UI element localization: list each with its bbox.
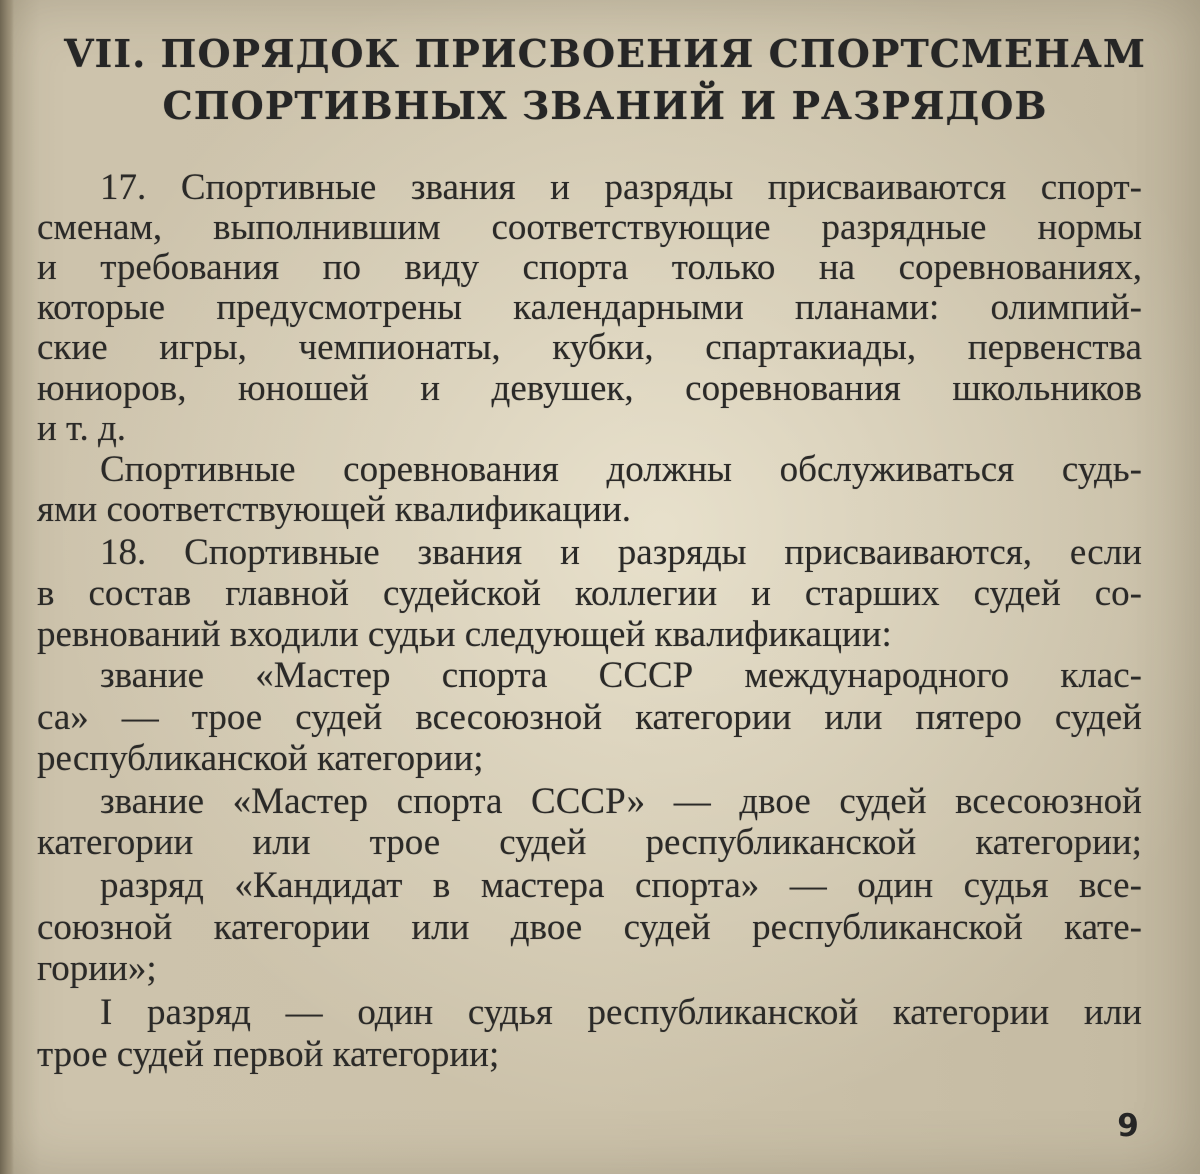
text-line: гории»; [37,948,157,989]
word: звание [100,781,205,822]
text-line [100,866,1142,906]
word: и [751,573,771,614]
word: в [37,573,55,614]
text-line [37,698,1142,738]
text-line [100,168,1142,208]
word: клас- [1060,655,1142,696]
word: звание [100,655,205,696]
word: «Мастер [232,781,369,822]
word: Спортивные [180,167,377,208]
word: по [322,247,361,288]
word: спорта [396,781,503,822]
word: планами: [794,287,940,328]
word: Спортивные [184,532,380,573]
word: если [1069,532,1142,573]
word: судей [623,907,711,948]
word: категории [635,697,792,738]
word: спорт- [1040,167,1142,208]
text-line [37,908,1142,948]
word: категории; [975,822,1142,863]
word: и [37,247,57,288]
text-line [37,574,1142,614]
text-line [37,248,1142,288]
word: соревнованиях, [898,247,1142,288]
word: только [671,247,776,288]
word: календарными [513,287,744,328]
text-line [37,328,1142,368]
word: разряды [604,167,734,208]
word: звания [410,167,516,208]
text-line [100,656,1142,696]
word: — [121,697,159,738]
word: игры, [159,327,247,368]
word: I [100,992,113,1033]
word: судейской [382,573,541,614]
word: «Мастер [255,655,391,696]
text-line: трое судей первой категории; [37,1034,500,1075]
text-line [100,533,1142,573]
text-line [37,288,1142,328]
word: са» [37,697,89,738]
word: главной [225,573,349,614]
word: 17. [100,167,147,208]
word: состав [88,573,192,614]
word: судь- [1061,449,1142,490]
word: судей [973,573,1061,614]
word: Спортивные [100,449,296,490]
text-line [100,782,1142,822]
word: виду [404,247,480,288]
word: девушек, [491,368,634,409]
word: звания [417,532,523,573]
page-number: 9 [1117,1108,1139,1144]
word: или [824,697,883,738]
word: юношей [238,368,369,409]
word: республиканской [752,907,1023,948]
word: или [1083,992,1142,1033]
word: — [285,992,323,1033]
text-line [37,208,1142,248]
word: всесоюзной [955,781,1142,822]
text-line [100,450,1142,490]
word: судей [499,822,587,863]
word: чемпионаты, [298,327,501,368]
word: международного [744,655,1010,696]
word: СССР» [531,781,646,822]
word: и [560,532,580,573]
word: выполнившим [213,207,441,248]
word: требования [100,247,280,288]
word: кубки, [552,327,654,368]
word: предусмотрены [216,287,462,328]
word: пятеро [915,697,1022,738]
word: первенства [967,327,1142,368]
word: разрядные [821,207,987,248]
word: всесоюзной [415,697,603,738]
word: коллегии [574,573,718,614]
word: спорта [522,247,629,288]
word: сменам, [37,207,163,248]
word: соревнования [343,449,559,490]
word: двое [510,907,583,948]
word: двое [739,781,811,822]
word: — [789,865,827,906]
word: присваиваются [767,167,1007,208]
word: соревнования [685,368,901,409]
word: разряды [617,532,747,573]
word: соответствующие [491,207,771,248]
word: нормы [1037,207,1142,248]
word: союзной [37,907,173,948]
word: судей [295,697,383,738]
word: олимпий- [990,287,1142,328]
word: мастера [480,865,605,906]
word: судей [1054,697,1142,738]
word: разряд [100,865,204,906]
text-line: ями соответствующей квалификации. [37,489,632,530]
word: — [673,781,711,822]
word: все- [1079,865,1142,906]
word: категории [37,822,194,863]
word: спартакиады, [705,327,917,368]
word: спорта [441,655,548,696]
text-line [100,993,1142,1033]
text-line: и т. д. [37,408,127,449]
text-line [37,369,1142,409]
word: судья [467,992,553,1033]
word: категории [213,907,370,948]
word: республиканской [645,822,917,863]
word: один [857,865,934,906]
word: и [550,167,570,208]
word: присваиваются, [784,532,1033,573]
word: «Кандидат [234,865,403,906]
text-line: республиканской категории; [37,738,484,779]
word: старших [804,573,940,614]
word: судей [839,781,927,822]
word: трое [369,822,441,863]
text-line [37,823,1142,863]
word: и [420,368,440,409]
word: на [818,247,856,288]
word: спорта» [634,865,760,906]
word: ские [37,327,108,368]
word: или [411,907,470,948]
word: республиканской [587,992,859,1033]
word: должны [606,449,732,490]
word: разряд [147,992,251,1033]
word: 18. [100,532,147,573]
word: школьников [952,368,1142,409]
text-line: ревнований входили судьи следующей квалификации: [37,614,892,655]
word: юниоров, [37,368,187,409]
word: или [252,822,311,863]
word: судья [963,865,1049,906]
word: обслуживаться [779,449,1015,490]
section-heading-line-2: СПОРТИВНЫХ ЗВАНИЙ И РАЗРЯДОВ [162,83,1048,128]
word: один [357,992,434,1033]
word: в [432,865,451,906]
word: со- [1094,573,1142,614]
word: категории [892,992,1050,1033]
word: СССР [598,655,694,696]
word: которые [37,287,166,328]
word: трое [191,697,263,738]
word: кате- [1064,907,1142,948]
section-heading-line-1: VII. ПОРЯДОК ПРИСВОЕНИЯ СПОРТСМЕНАМ [64,31,1146,76]
